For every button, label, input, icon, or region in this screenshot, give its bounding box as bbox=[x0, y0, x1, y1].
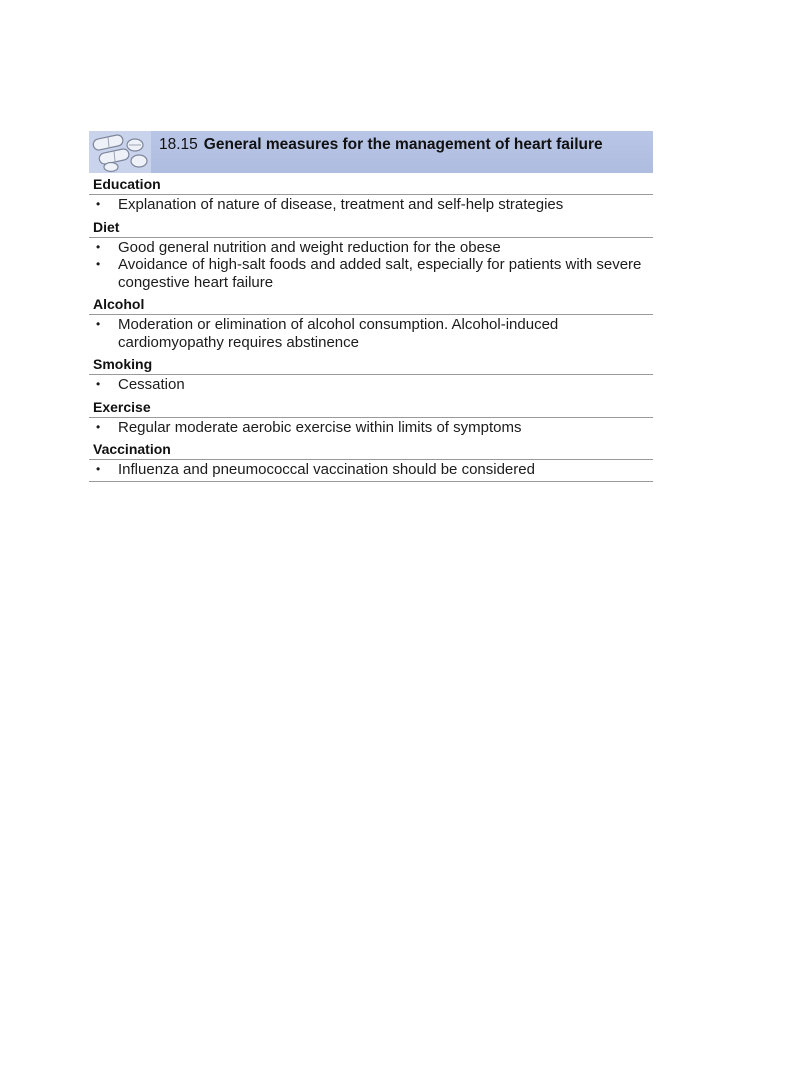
list-item-text: Influenza and pneumococcal vaccination should be considered bbox=[118, 461, 535, 478]
section-heading-diet: Diet bbox=[89, 216, 653, 238]
bullet-icon: • bbox=[96, 462, 101, 476]
list-item-text: Moderation or elimination of alcohol consumption. Alcohol-induced cardiomyopathy requires abstinence bbox=[118, 316, 559, 351]
sections-container bbox=[89, 173, 653, 482]
box-header bbox=[89, 131, 653, 173]
bullet-icon: • bbox=[96, 239, 101, 254]
list-item-text: Avoidance of high-salt foods and added salt, especially for patients with severe congestive heart failure bbox=[118, 256, 642, 291]
list-item bbox=[89, 196, 653, 214]
list-item-text: Regular moderate aerobic exercise within limits of symptoms bbox=[118, 418, 522, 436]
section-list bbox=[89, 418, 653, 439]
section-heading-smoking: Smoking bbox=[89, 353, 653, 375]
section-list bbox=[89, 315, 653, 353]
section-heading-alcohol: Alcohol bbox=[89, 293, 653, 315]
list-item-text: Cessation bbox=[118, 376, 185, 393]
box-title-text: General measures for the management of heart failure bbox=[203, 136, 603, 153]
box-number: 18.15 bbox=[159, 136, 198, 153]
list-item-text: Explanation of nature of disease, treatment and self-help strategies bbox=[118, 196, 564, 213]
section-heading-exercise: Exercise bbox=[89, 396, 653, 418]
info-box bbox=[89, 131, 653, 482]
bullet-icon: • bbox=[96, 197, 101, 211]
section-list bbox=[89, 238, 653, 294]
list-item bbox=[89, 239, 653, 257]
list-item-text: Good general nutrition and weight reduction for the obese bbox=[118, 238, 501, 256]
section-list bbox=[89, 375, 653, 396]
box-title bbox=[159, 136, 639, 153]
list-item bbox=[89, 419, 653, 437]
section-heading-vaccination: Vaccination bbox=[89, 438, 653, 460]
list-item bbox=[89, 376, 653, 394]
section-list bbox=[89, 460, 653, 482]
list-item bbox=[89, 256, 653, 291]
list-item bbox=[89, 461, 653, 479]
bullet-icon: • bbox=[96, 257, 101, 271]
section-heading-education: Education bbox=[89, 173, 653, 195]
bullet-icon: • bbox=[96, 377, 101, 391]
bullet-icon: • bbox=[96, 317, 101, 331]
list-item bbox=[89, 316, 653, 351]
bullet-icon: • bbox=[96, 419, 101, 434]
pill-tablets-icon bbox=[89, 131, 151, 173]
section-list bbox=[89, 195, 653, 216]
